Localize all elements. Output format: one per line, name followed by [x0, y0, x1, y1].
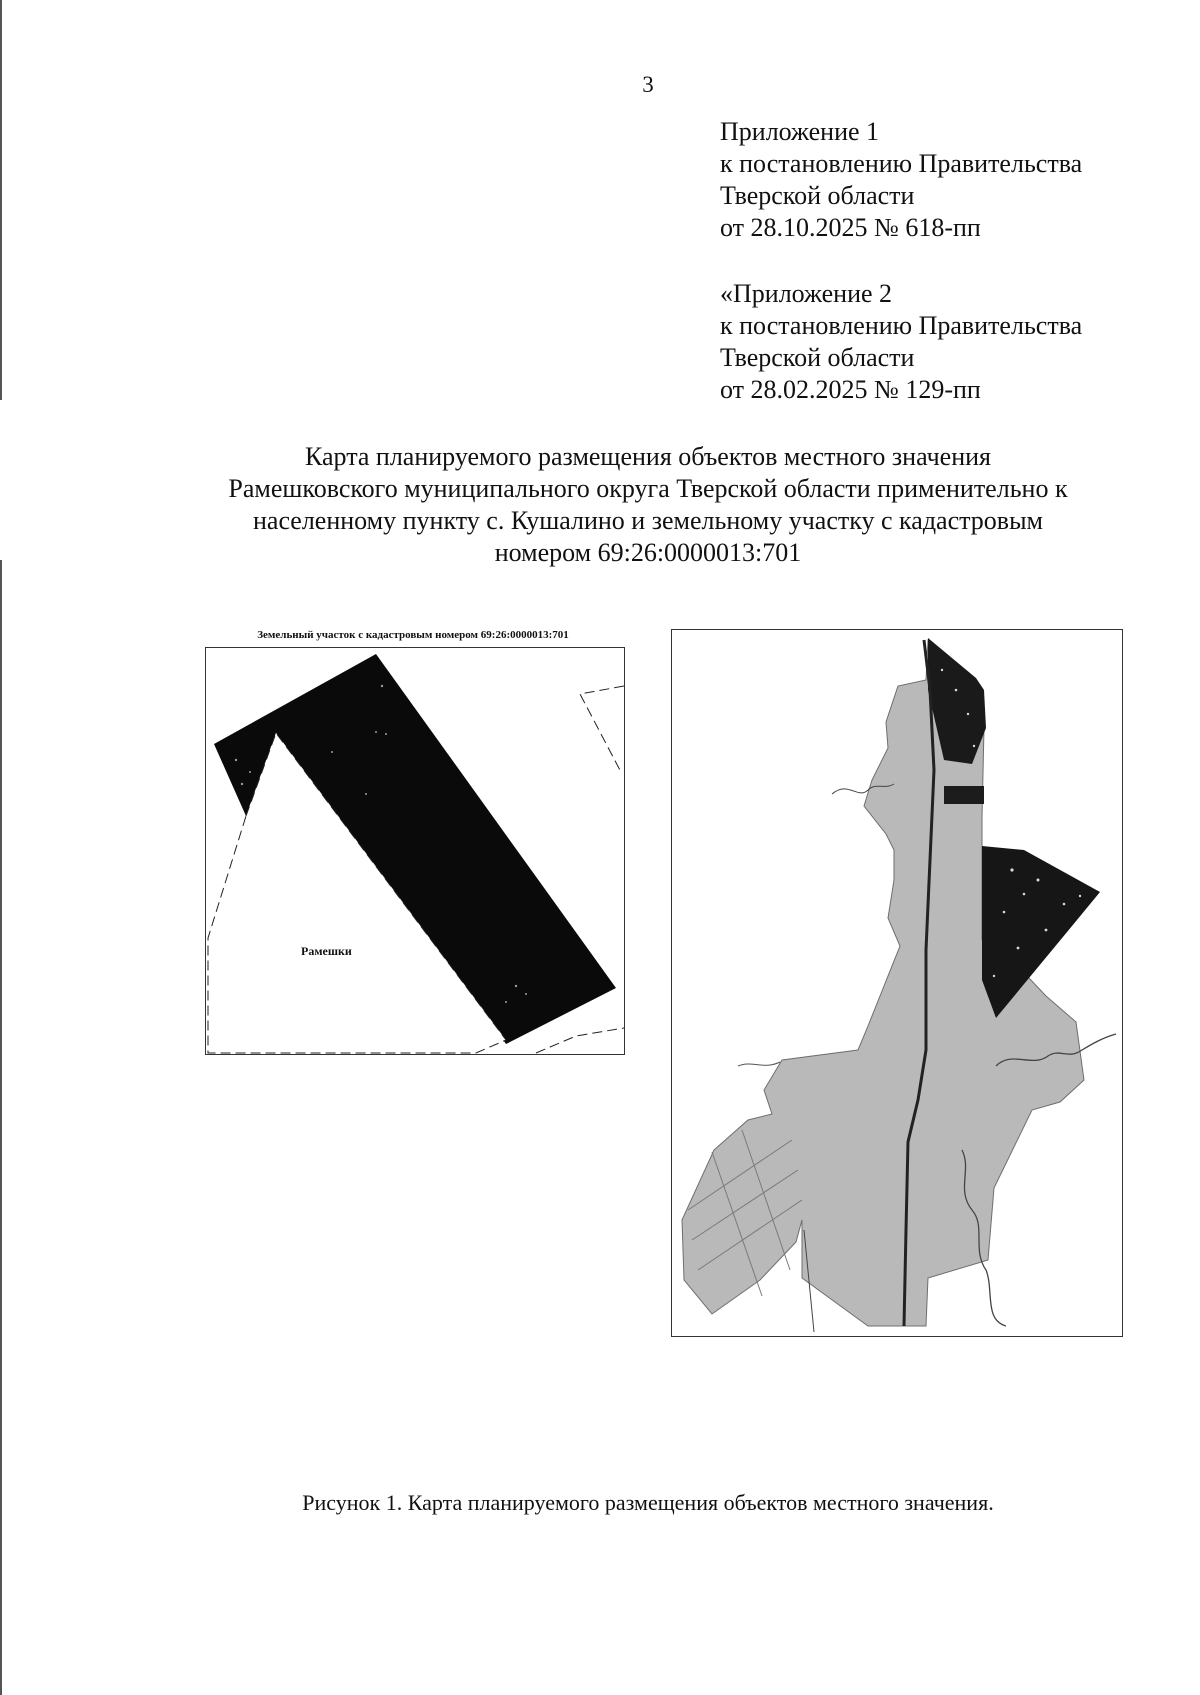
- annex-1-line-1: Приложение 1: [720, 117, 880, 146]
- annex-2-line-3: Тверской области: [720, 343, 915, 372]
- title-line-3: населенному пункту с. Кушалино и земельному участку с кадастровым: [252, 506, 1044, 535]
- annex-1-line-4: от 28.10.2025 № 618-пп: [720, 213, 981, 242]
- annex-2-line-4: от 28.02.2025 № 129-пп: [720, 375, 981, 404]
- annex-1-block: [720, 116, 1082, 244]
- scan-margin-line-top: [0, 0, 2, 400]
- neighbor-parcel-boundary-lower: [536, 1028, 624, 1053]
- annex-1-line-2: к постановлению Правительства: [720, 149, 1083, 178]
- page-number: 3: [642, 72, 654, 97]
- scan-margin-line-bottom: [0, 560, 2, 1695]
- annex-1-line-3: Тверской области: [720, 181, 915, 210]
- settlement-map: [671, 629, 1123, 1337]
- title-line-4: номером 69:26:0000013:701: [494, 538, 802, 567]
- dark-strip: [944, 786, 984, 804]
- settlement-label: Рамешки: [301, 944, 352, 958]
- title-line-2: Рамешковского муниципального округа Тверской области применительно к: [228, 474, 1068, 503]
- annex-2-block: [720, 278, 1082, 406]
- settlement-map-drawing: [672, 630, 1122, 1336]
- annex-2-line-1: «Приложение 2: [720, 279, 893, 308]
- title-line-1: Карта планируемого размещения объектов местного значения: [305, 442, 991, 471]
- land-plot-map-drawing: [206, 648, 624, 1054]
- stream-south-west: [738, 1062, 780, 1066]
- land-plot-map-title: Земельный участок с кадастровым номером 69:26:0000013:701: [257, 629, 569, 641]
- document-title: [150, 441, 1146, 569]
- annex-2-line-2: к постановлению Правительства: [720, 311, 1083, 340]
- land-plot-map: [205, 647, 625, 1055]
- neighbor-parcel-boundary: [580, 686, 624, 774]
- figure-caption: Рисунок 1. Карта планируемого размещения объектов местного значения.: [302, 1490, 994, 1515]
